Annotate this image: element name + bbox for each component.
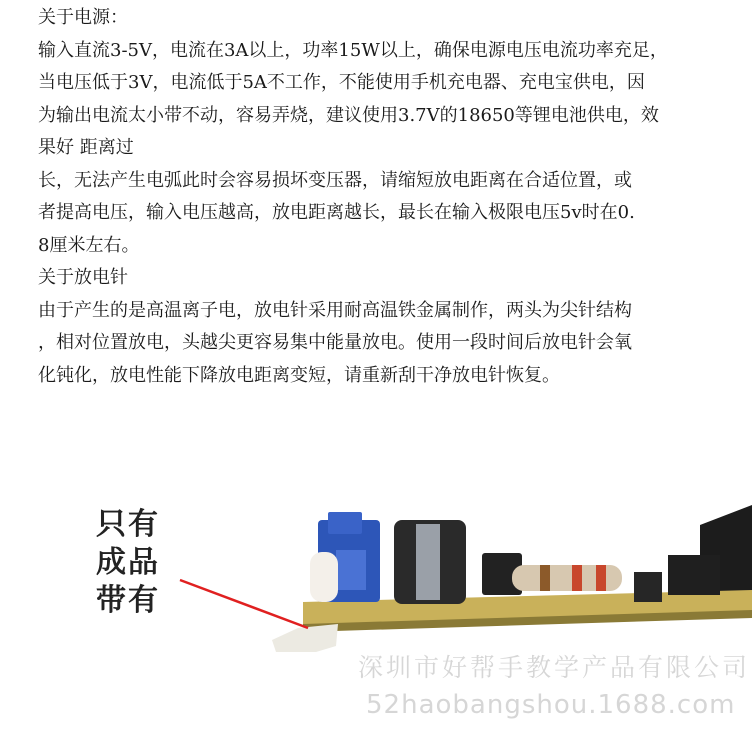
text-line: 为输出电流太小带不动，容易弄烧，建议使用3.7V的18650等锂电池供电，效 — [38, 104, 659, 126]
text-line: 输入直流3-5V，电流在3A以上，功率15W以上，确保电源电压电流功率充足， — [38, 39, 668, 61]
product-description — [38, 2, 738, 392]
text-line: 长，无法产生电弧此时会容易损坏变压器，请缩短放电距离在合适位置，或 — [38, 169, 632, 191]
text-line: 8厘米左右。 — [38, 234, 140, 256]
text-line: ，相对位置放电，头越尖更容易集中能量放电。使用一段时间后放电针会氧 — [38, 332, 632, 353]
text-line: 果好 距离过 — [38, 137, 134, 158]
callout-line: 带有 — [96, 583, 160, 618]
callout-line: 成品 — [96, 545, 160, 580]
watermark-url: 52haobangshou.1688.com — [366, 690, 736, 720]
callout-label — [96, 506, 160, 620]
section-heading-power: 关于电源： — [38, 7, 128, 28]
text-line: 化钝化，放电性能下降放电距离变短，请重新刮干净放电针恢复。 — [38, 364, 560, 386]
text-line: 者提高电压，输入电压越高，放电距离越长，最长在输入极限电压5v时在0. — [38, 202, 635, 223]
watermark-company: 深圳市好帮手教学产品有限公司 — [358, 653, 751, 682]
text-line: 由于产生的是高温离子电，放电针采用耐高温铁金属制作，两头为尖针结构 — [38, 299, 632, 321]
section-heading-needle: 关于放电针 — [38, 267, 128, 288]
callout-line: 只有 — [96, 507, 160, 542]
text-line: 当电压低于3V，电流低于5A不工作，不能使用手机充电器、充电宝供电，因 — [38, 72, 645, 93]
